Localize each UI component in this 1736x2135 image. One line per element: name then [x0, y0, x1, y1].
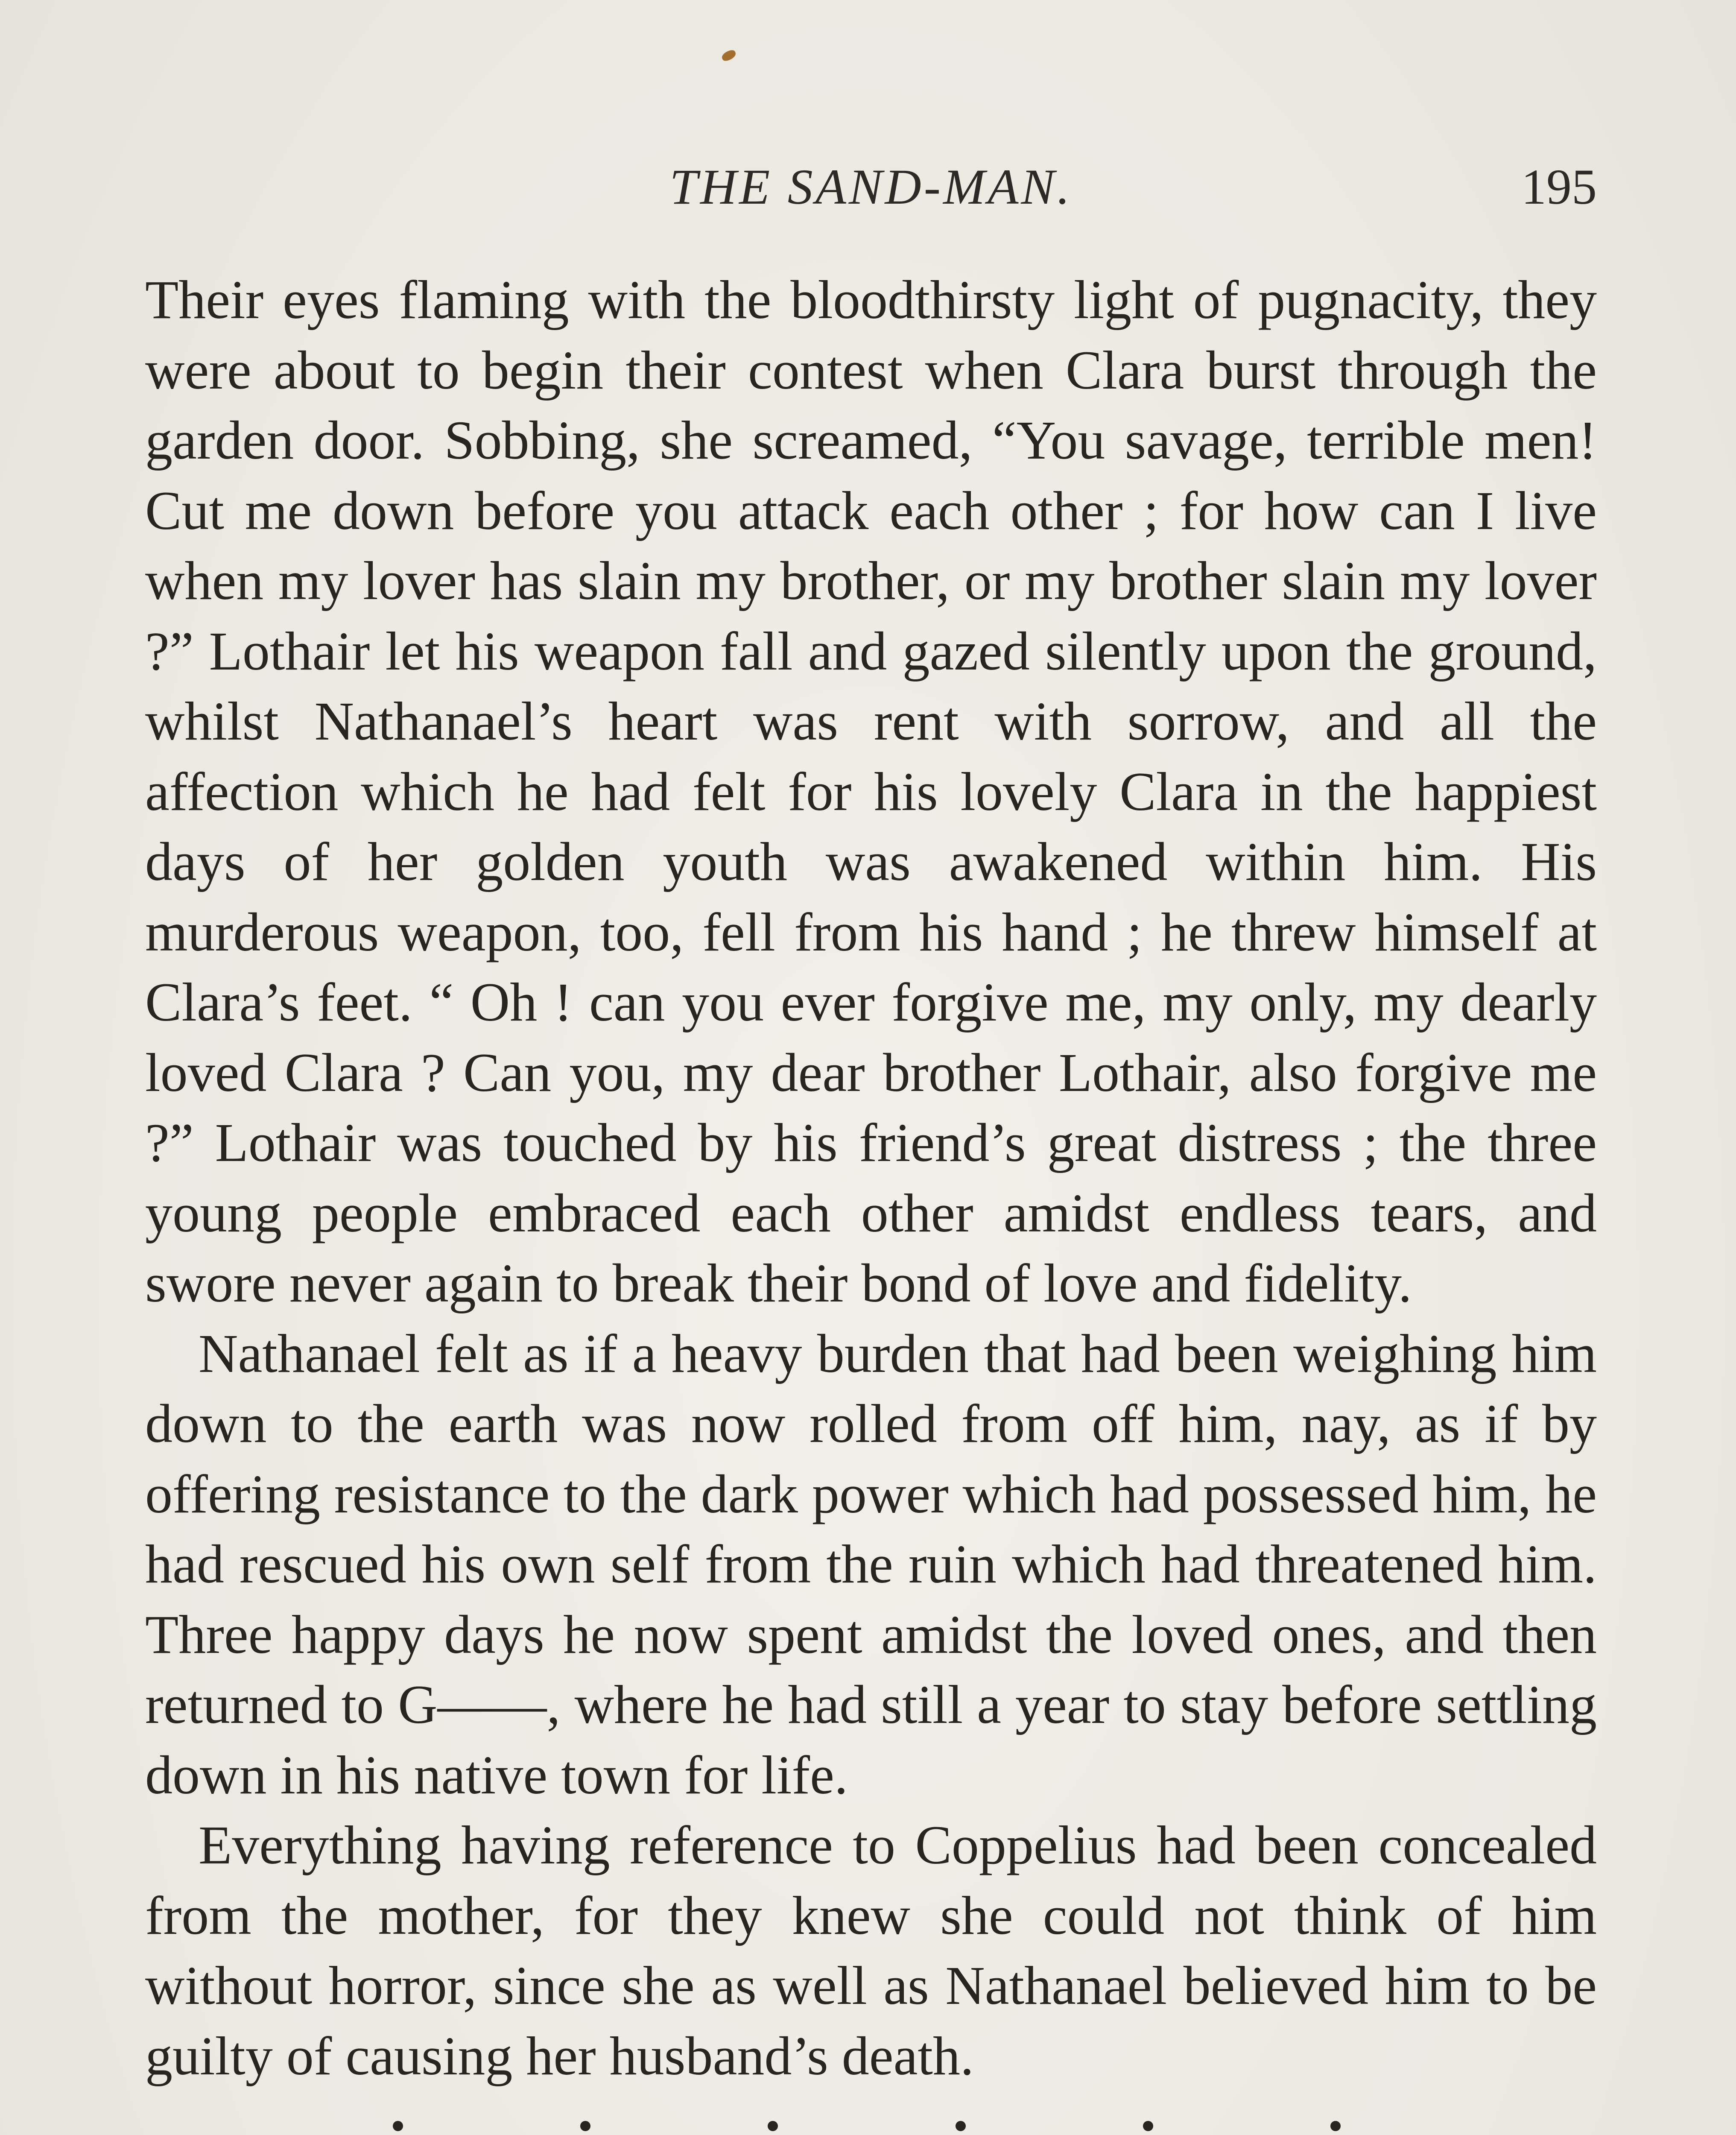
section-break-dots [393, 2091, 1341, 2135]
ink-spot [720, 49, 737, 62]
paragraph-1: Their eyes flaming with the bloodthirsty light of pugnacity, they were about to begin their contest when Clara burst through the garden door. Sobbing, she screamed, “You savage, terrible men! Cut me down before you attack each other ; for how can I live when my lover has slain my brother, or my brother slain my lover ?” Lothair let his weapon fall and gazed silently upon the ground, whilst Nathanael’s heart was rent with sorrow, and all the affection which he had felt for his lovely Clara in the happiest days of her golden youth was awakened within him. His murderous weapon, too, fell from his hand ; he threw himself at Clara’s feet. “ Oh ! can you ever forgive me, my only, my dearly loved Clara ? Can you, my dear brother Lothair, also forgive me ?” Lothair was touched by his friend’s great distress ; the three young people embraced each other amidst endless tears, and swore never again to break their bond of love and fidelity. [145, 269, 1597, 1313]
dot [956, 2121, 966, 2131]
dot [1330, 2121, 1341, 2131]
dot [393, 2121, 403, 2131]
dot [580, 2121, 590, 2131]
page-number: 195 [1521, 159, 1597, 215]
dot [1143, 2121, 1153, 2131]
dot [768, 2121, 778, 2131]
running-title: THE SAND-MAN. [669, 159, 1073, 215]
page-header [145, 158, 1597, 235]
paragraph-2: Nathanael felt as if a heavy burden that had been weighing him down to the earth was now rolled from off him, nay, as if by offering resistance to the dark power which had possessed him, he had rescued his own self from the ruin which had threatened him. Three happy days he now spent amidst the loved ones, and then returned to G——, where he had still a year to stay before settling down in his native town for life. [145, 1323, 1597, 1805]
body-text [145, 265, 1597, 2135]
paragraph-3: Everything having reference to Coppelius had been concealed from the mother, for they knew she could not think of him without horror, since she as well as Nathanael believed him to be guilty of causing her husband’s death. [145, 1815, 1597, 2086]
